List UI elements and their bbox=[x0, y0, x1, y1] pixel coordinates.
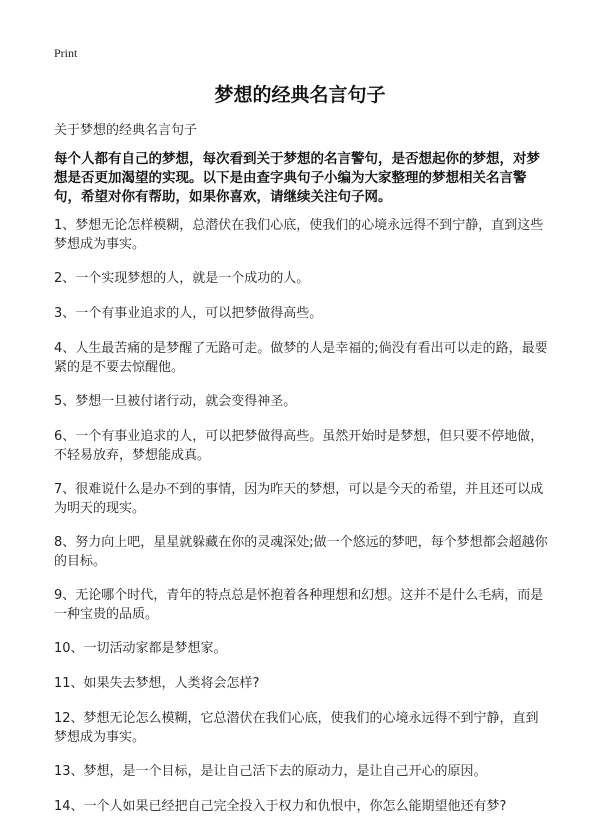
quote-item: 6、一个有事业追求的人，可以把梦做得高些。虽然开始时是梦想，但只要不停地做，不轻易放弃，梦想能成真。 bbox=[54, 429, 544, 463]
quote-item: 9、无论哪个时代，青年的特点总是怀抱着各种理想和幻想。这并不是什么毛病，而是一种宝贵的品质。 bbox=[54, 588, 544, 622]
page-title: 梦想的经典名言句子 bbox=[214, 84, 386, 106]
intro-paragraph: 每个人都有自己的梦想，每次看到关于梦想的名言警句，是否想起你的梦想，对梦想是否更加渴望的实现。以下是由查字典句子小编为大家整理的梦想相关名言警句，希望对你有帮助，如果你喜欢，请继续关注句子网。 bbox=[54, 151, 540, 205]
quote-item: 10、一切活动家都是梦想家。 bbox=[54, 641, 227, 656]
quote-item: 7、很难说什么是办不到的事情，因为昨天的梦想，可以是今天的希望，并且还可以成为明天的现实。 bbox=[54, 482, 544, 516]
quote-item: 4、人生最苦痛的是梦醒了无路可走。做梦的人是幸福的;倘没有看出可以走的路，最要紧的是不要去惊醒他。 bbox=[54, 341, 548, 375]
print-link[interactable]: Print bbox=[54, 46, 78, 60]
quote-item: 8、努力向上吧，星星就躲藏在你的灵魂深处;做一个悠远的梦吧，每个梦想都会超越你的目标。 bbox=[54, 535, 548, 569]
quote-item: 2、一个实现梦想的人，就是一个成功的人。 bbox=[54, 271, 310, 286]
quote-list bbox=[54, 216, 549, 832]
quote-item: 5、梦想一旦被付诸行动，就会变得神圣。 bbox=[54, 394, 297, 409]
quote-item: 1、梦想无论怎样模糊，总潜伏在我们心底，使我们的心境永远得不到宁静，直到这些梦想成为事实。 bbox=[54, 218, 544, 252]
quote-item: 3、一个有事业追求的人，可以把梦做得高些。 bbox=[54, 306, 323, 321]
quote-item: 12、梦想无论怎么模糊，它总潜伏在我们心底，使我们的心境永远得不到宁静，直到梦想成为事实。 bbox=[54, 711, 539, 745]
quote-item: 14、一个人如果已经把自己完全投入于权力和仇恨中，你怎么能期望他还有梦? bbox=[54, 799, 507, 814]
subtitle: 关于梦想的经典名言句子 bbox=[54, 123, 198, 138]
quote-item: 13、梦想，是一个目标，是让自己活下去的原动力，是让自己开心的原因。 bbox=[54, 764, 487, 779]
quote-item: 11、如果失去梦想，人类将会怎样? bbox=[54, 676, 260, 691]
